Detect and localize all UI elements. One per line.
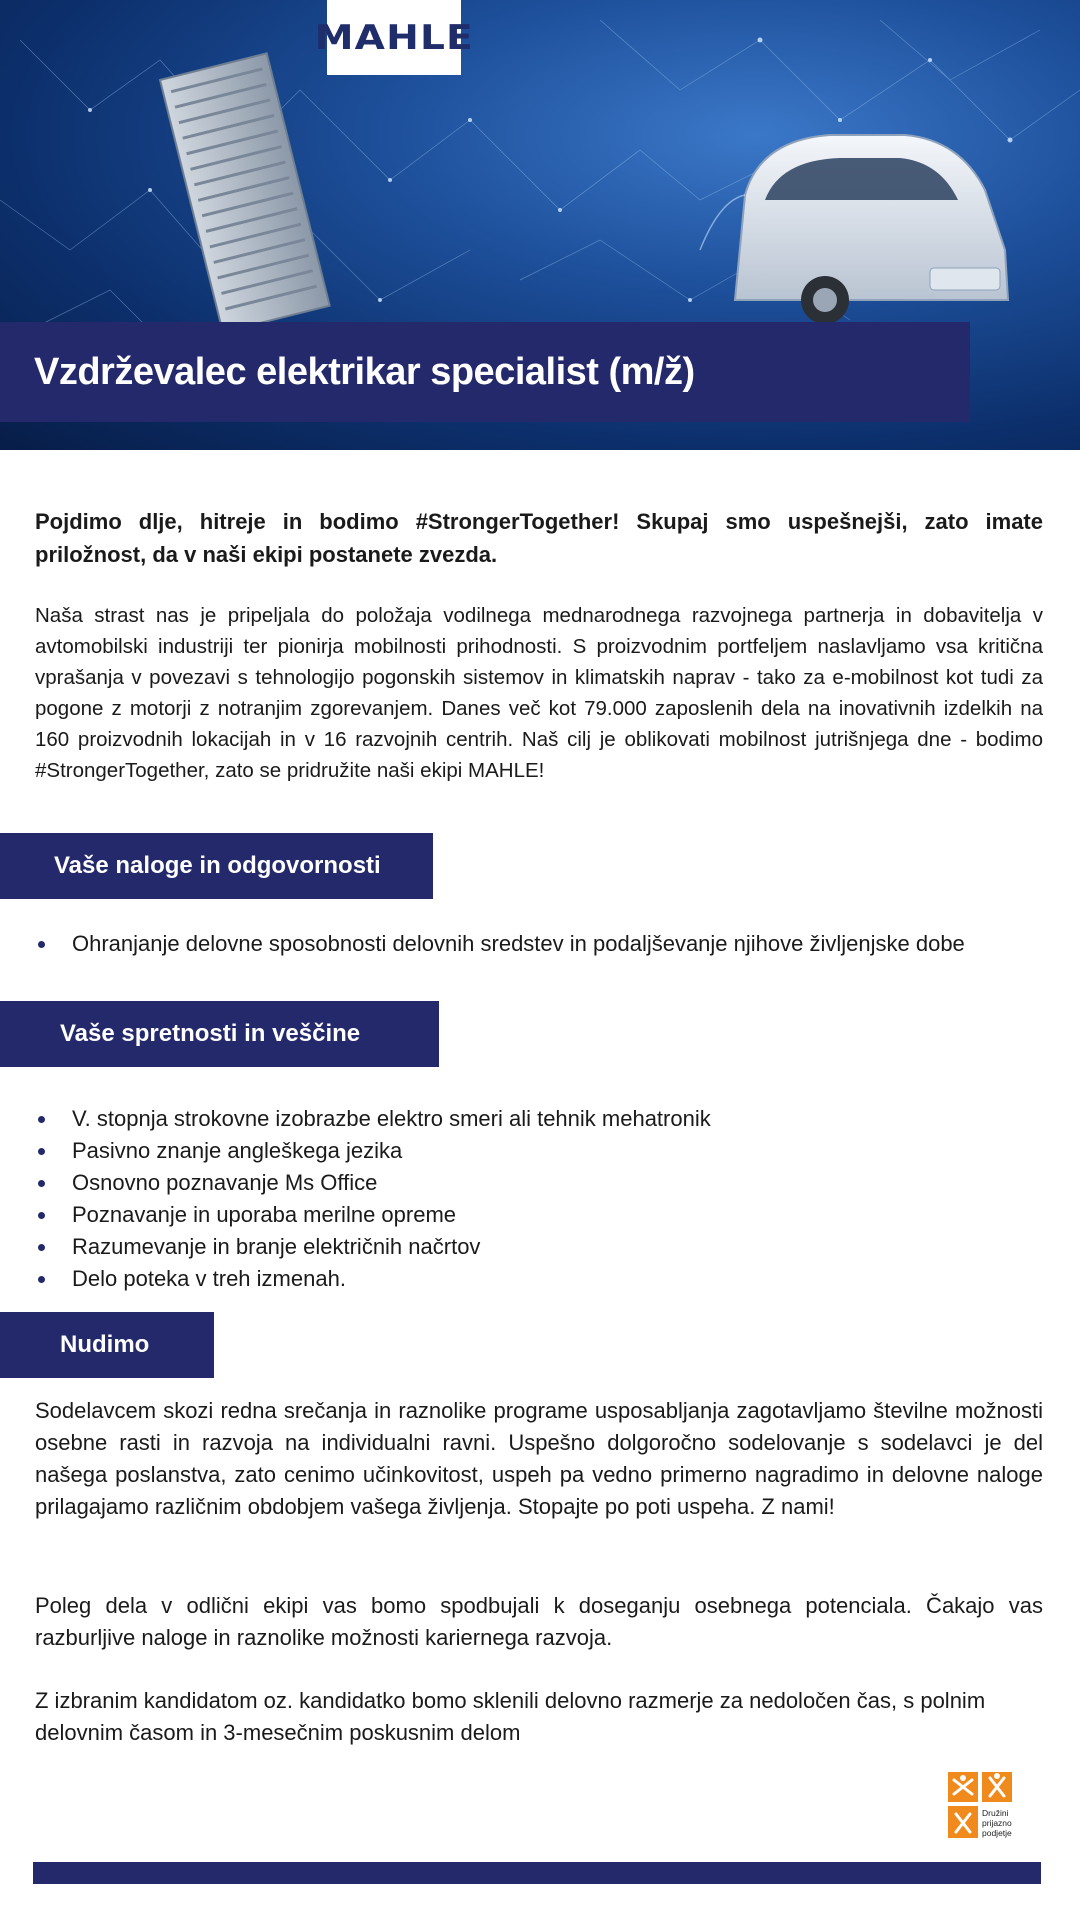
offer-paragraph-3: Z izbranim kandidatom oz. kandidatko bomo sklenili delovno razmerje za nedoločen čas, s polnim delovnim časom in 3-mesečnim poskusnim delom — [35, 1688, 986, 1745]
list-item: Poznavanje in uporaba merilne opreme — [35, 1199, 1043, 1231]
list-item: Osnovno poznavanje Ms Office — [35, 1167, 1043, 1199]
skills-heading: Vaše spretnosti in veščine — [60, 1020, 361, 1047]
badge-line: podjetje — [982, 1828, 1012, 1838]
skills-list — [35, 1103, 1043, 1295]
list-item: Ohranjanje delovne sposobnosti delovnih sredstev in podaljševanje njihove življenjske dobe — [35, 928, 1043, 960]
offer-heading-bar — [0, 1312, 214, 1378]
badge-line: prijazno — [982, 1818, 1012, 1828]
offer-paragraph-2: Poleg dela v odlični ekipi vas bomo spodbujali k doseganju osebnega potenciala. Čakajo vas razburljive naloge in raznolike možnosti kariernega razvoja. — [35, 1593, 1043, 1650]
badge-text — [982, 1808, 1012, 1838]
mahle-logo — [314, 0, 474, 75]
skills-heading-bar — [0, 1001, 439, 1067]
offer-paragraph-1: Sodelavcem skozi redna srečanja in raznolike programe usposabljanja zagotavljamo številne možnosti osebne rasti in razvoja na individualni ravni. Uspešno dolgoročno sodelovanje s sodelavci je del našega poslanstva, zato cenimo učinkovitost, uspeh pa vedno primerno nagradimo in delovne naloge prilagajamo različnim obdobjem vašega življenja. Stopajte po poti uspeha. Z nami! — [35, 1398, 1043, 1519]
hero-banner — [0, 0, 1080, 450]
title-bar — [0, 322, 970, 422]
tasks-heading-bar — [0, 833, 433, 899]
intro-body: Naša strast nas je pripeljala do položaja vodilnega mednarodnega razvojnega partnerja in dobavitelja v avtomobilski industriji ter pionirja mobilnosti prihodnosti. S proizvodnim portfeljem naslavljamo vsa kritična vprašanja v povezavi s tehnologijo pogonskih sistemov in klimatskih naprav - tako za e-mobilnost kot tudi za pogone z motorji z notranjim zgorevanjem. Danes več kot 79.000 zaposlenih dela na inovativnih izdelkih na 160 proizvodnih lokacijah in v 16 razvojnih centrih. Naš cilj je oblikovati mobilnost jutrišnjega dne - bodimo #StrongerTogether, zato se pridružite naši ekipi MAHLE! — [35, 604, 1043, 782]
footer-bar — [33, 1862, 1041, 1884]
job-title: Vzdrževalec elektrikar specialist (m/ž) — [34, 350, 695, 393]
tasks-heading: Vaše naloge in odgovornosti — [54, 852, 381, 879]
intro-lead: Pojdimo dlje, hitreje in bodimo #StrongerTogether! Skupaj smo uspešnejši, zato imate priložnost, da v naši ekipi postanete zvezda. — [35, 509, 1043, 567]
list-item: Razumevanje in branje električnih načrtov — [35, 1231, 1043, 1263]
badge-line: Družini — [982, 1808, 1009, 1818]
list-item: Delo poteka v treh izmenah. — [35, 1263, 1043, 1295]
tasks-list — [35, 928, 1043, 960]
logo-text: MAHLE — [314, 17, 474, 58]
list-item: Pasivno znanje angleškega jezika — [35, 1135, 1043, 1167]
list-item: V. stopnja strokovne izobrazbe elektro smeri ali tehnik mehatronik — [35, 1103, 1043, 1135]
offer-heading: Nudimo — [60, 1331, 150, 1358]
